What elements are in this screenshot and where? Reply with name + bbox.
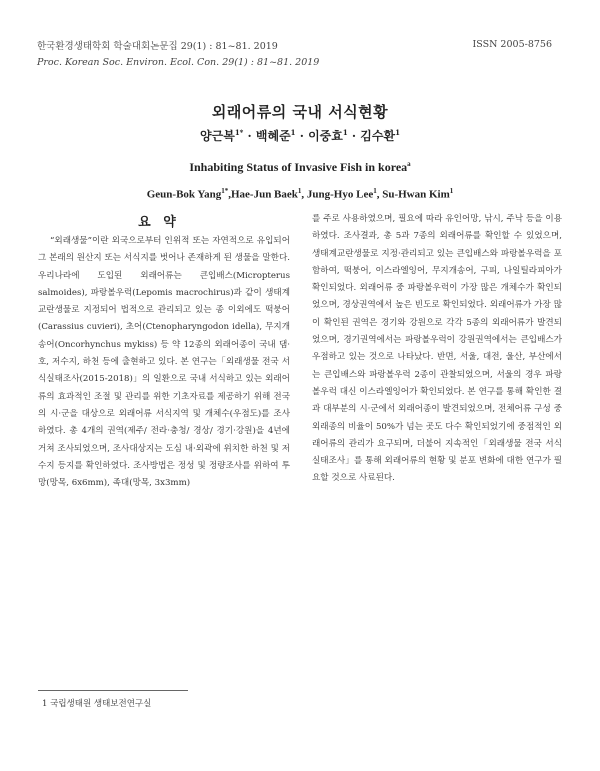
author-name: 김수환: [360, 129, 396, 143]
author-affiliation-mark: 1: [290, 128, 296, 137]
author-affiliation-mark: 1*: [234, 128, 244, 137]
author-name: Geun-Bok Yang: [146, 188, 222, 201]
authors-english: [0, 187, 600, 201]
author-separator: ·: [295, 129, 309, 143]
issn-label: ISSN 2005-8756: [472, 39, 552, 50]
author-affiliation-mark: 1: [342, 128, 348, 137]
author-name: , Jung-Hyo Lee: [301, 188, 374, 201]
author-affiliation-mark: 1: [297, 187, 302, 195]
affiliation-footnote: 1 국립생태원 생태보전연구실: [42, 699, 152, 709]
author-name: 양근복: [200, 129, 235, 143]
author-name: 이중효: [308, 129, 343, 143]
paper-title-english-text: Inhabiting Status of Invasive Fish in korea: [189, 160, 408, 174]
author-name: , Su-Hwan Kim: [376, 188, 450, 201]
author-affiliation-mark: 1: [449, 187, 454, 195]
author-separator: ·: [243, 129, 256, 143]
author-affiliation-mark: 1*: [221, 187, 229, 195]
paper-title-korean: 외래어류의 국내 서식현황: [211, 103, 389, 121]
journal-citation-english: Proc. Korean Soc. Environ. Ecol. Con. 29(1) : 81~81. 2019: [37, 57, 320, 68]
author-affiliation-mark: 1: [395, 128, 400, 137]
paper-title-english: [0, 160, 600, 175]
author-name: ,Hae-Jun Baek: [228, 188, 298, 201]
authors-korean: [0, 127, 600, 144]
author-affiliation-mark: 1: [373, 187, 377, 195]
abstract-right-column: 를 주로 사용하였으며, 필요에 따라 유인어망, 낚시, 주낙 등을 이용하였다. 조사결과, 총 5과 7종의 외래어류를 확인할 수 있었으며, 생태계교란생물로 지정·관리되고 있는 큰입배스와 파랑볼우럭을 포함하여, 떡붕어, 이스라엘잉어, 무지개송어, 구피, 나일틸라피아가 확인되었다. 외래어류 중 파랑볼우럭이 가장 많은 개체수가 확인되었으며, 경상권역에서 높은 빈도로 확인되었다. 외래어류가 가장 많이 확인된 권역은 경기와 강원으로 각각 5종의 외래어류가 발견되었으며, 경기권역에서는 파랑볼우럭이 강원권역에서는 큰입배스가 우점하고 있는 것으로 나타났다. 반면, 서울, 대전, 울산, 부산에서는 큰입배스와 파랑볼우럭 2종이 관찰되었으며, 서울의 경우 파랑볼우럭 대신 이스라엘잉어가 확인되었다. 본 연구를 통해 확인한 결과 대부분의 시·군에서 외래어종이 발견되었으며, 전체어류 구성 중 외래종의 비율이 50%가 넘는 곳도 다수 확인되었기에 중점적인 외래어류의 관리가 요구되며, 더불어 지속적인「외래생물 전국 서식실태조사」를 통해 외래어류의 현황 및 분포 변화에 대한 연구가 필요할 것으로 사료된다.: [312, 214, 562, 484]
author-separator: ·: [347, 129, 361, 143]
title-footnote-mark: a: [407, 160, 411, 168]
journal-header: [37, 39, 319, 71]
author-name: 백혜준: [255, 129, 291, 143]
footnote-divider: [38, 690, 188, 691]
abstract-heading: 요 약: [138, 215, 180, 230]
abstract-left-column: “외래생물”이란 외국으로부터 인위적 또는 자연적으로 유입되어 그 본래의 원산지 또는 서식지를 벗어나 존재하게 된 생물을 말한다. 우리나라에 도입된 외래어류는 큰입배스(Micropterus salmoides), 파랑볼우럭(Lepomis macrochirus)과 같이 생태계교란생물로 지정되어 법적으로 관리되고 있는 종 이외에도 떡붕어(Carassius cuvieri), 초어(Ctenopharyngodon idella), 무지개송어(Oncorhynchus mykiss) 등 약 12종의 외래어종이 국내 댐·호, 저수지, 하천 등에 출현하고 있다. 본 연구는「외래생물 전국 서식실태조사(2015-2018)」의 일환으로 국내 서식하고 있는 외래어류의 효과적인 조절 및 관리를 위한 기초자료를 제공하기 위해 전국의 시·군을 대상으로 외래어류 서식지역 및 개체수(우점도)를 조사하였다. 총 4개의 권역(제주/ 전라·충청/ 경상/ 경기·강원)을 4년에 거쳐 조사되었으며, 조사대상지는 도심 내·외곽에 위치한 하천 및 저수지 등지를 확인하였다. 조사방법은 정성 및 정량조사를 위하여 투망(망목, 6x6mm), 족대(망목, 3x3mm): [38, 236, 290, 489]
journal-citation-korean: 한국환경생태학회 학술대회논문집 29(1) : 81~81. 2019: [37, 41, 278, 52]
